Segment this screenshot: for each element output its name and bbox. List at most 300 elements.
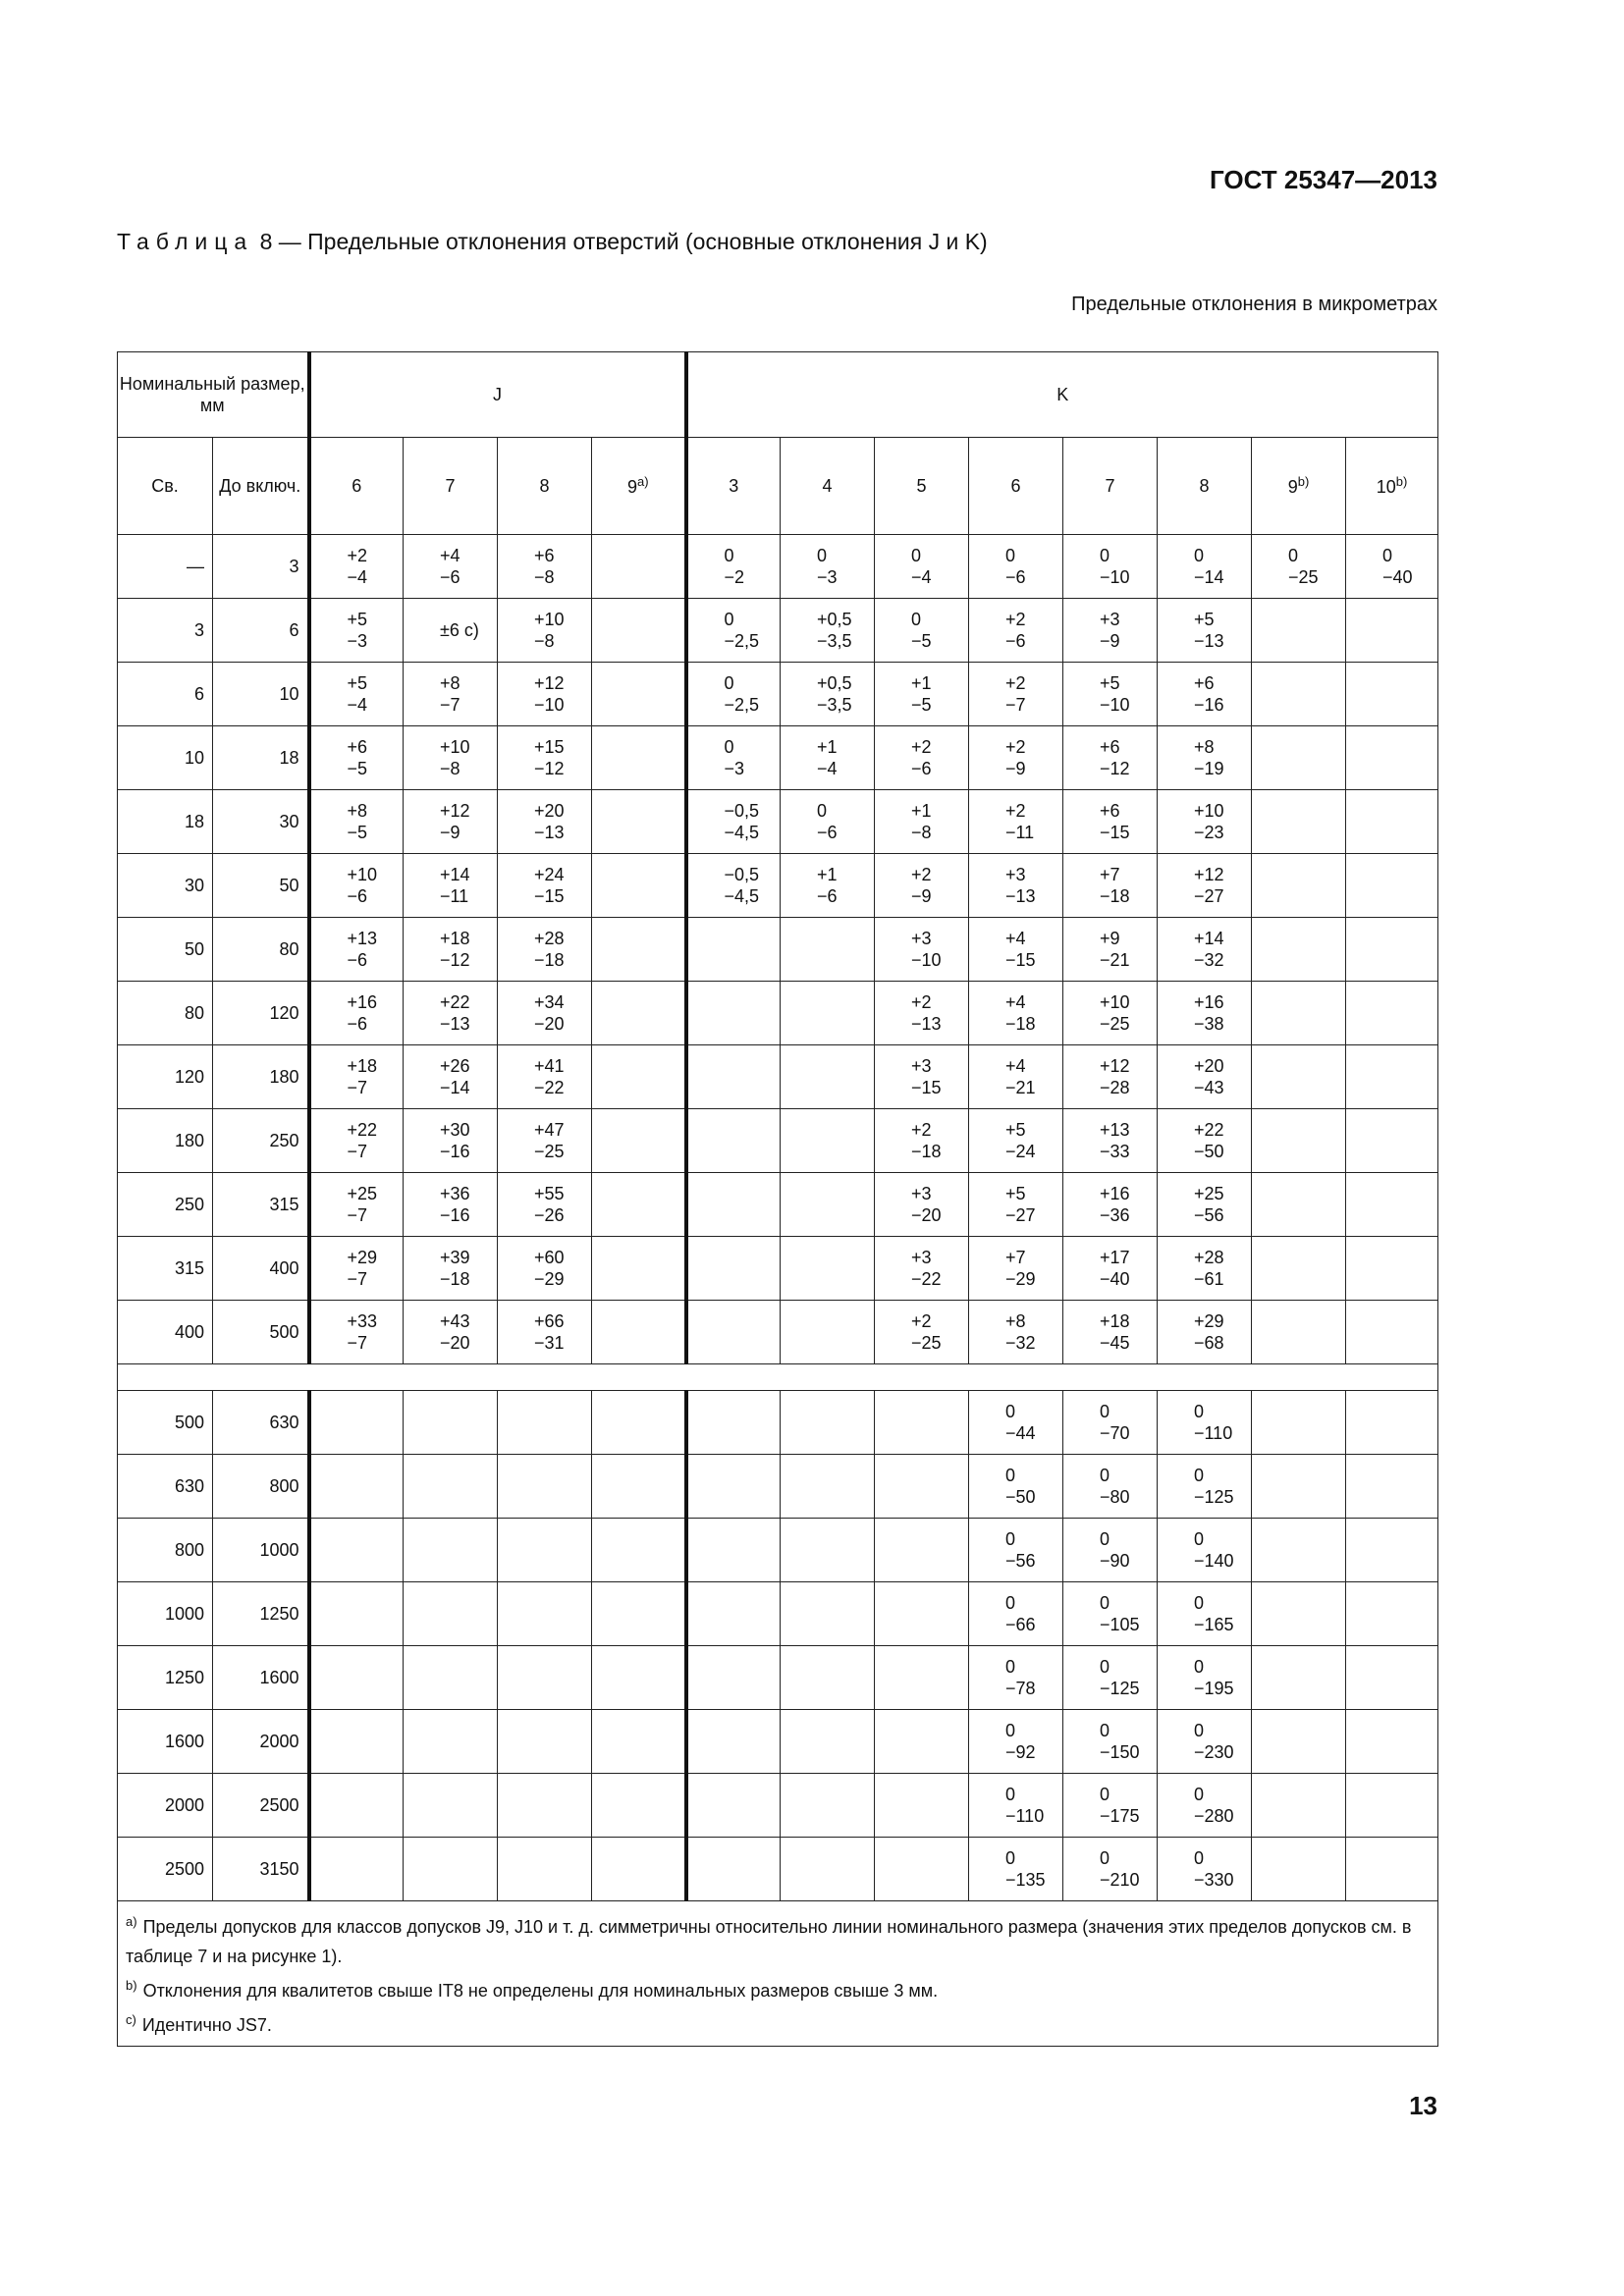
deviation-cell: 0 −165: [1158, 1582, 1252, 1646]
deviation-cell: [781, 1391, 875, 1455]
deviation-cell: +26 −14: [404, 1045, 498, 1109]
deviation-cell: +9 −21: [1063, 918, 1158, 982]
footnote-mark: a): [126, 1914, 137, 1929]
deviation-cell: +12 −9: [404, 790, 498, 854]
deviation-cell: +12 −28: [1063, 1045, 1158, 1109]
deviation-cell: [875, 1838, 969, 1901]
sub-col-header: 6: [969, 438, 1063, 535]
group-j-header: J: [309, 352, 686, 438]
deviation-cell: +8 −7: [404, 663, 498, 726]
deviation-cell: +14 −11: [404, 854, 498, 918]
footnotes-cell: [118, 1901, 1438, 2047]
deviation-cell: [875, 1774, 969, 1838]
deviation-cell: +2 −4: [309, 535, 404, 599]
deviation-cell: 0 −150: [1063, 1710, 1158, 1774]
deviation-cell: [1346, 1391, 1438, 1455]
deviation-cell: +3 −13: [969, 854, 1063, 918]
deviation-cell: +1 −4: [781, 726, 875, 790]
deviation-cell: [686, 982, 781, 1045]
deviation-cell: [498, 1519, 592, 1582]
deviation-cell: [686, 1045, 781, 1109]
deviation-cell: [404, 1710, 498, 1774]
deviation-cell: 0 −135: [969, 1838, 1063, 1901]
deviation-cell: 0 −175: [1063, 1774, 1158, 1838]
footnote-text: Идентично JS7.: [141, 2015, 272, 2035]
deviation-cell: [781, 1519, 875, 1582]
deviation-cell: +6 −8: [498, 535, 592, 599]
deviation-cell: +17 −40: [1063, 1237, 1158, 1301]
deviation-cell: +33 −7: [309, 1301, 404, 1364]
deviation-cell: +6 −12: [1063, 726, 1158, 790]
deviation-cell: [592, 599, 686, 663]
size-over: 1250: [118, 1646, 213, 1710]
deviation-cell: +2 −9: [969, 726, 1063, 790]
table-caption: [117, 229, 988, 255]
group-k-header: K: [686, 352, 1438, 438]
sub-col-header: 4: [781, 438, 875, 535]
deviation-cell: +3 −10: [875, 918, 969, 982]
table-row: [118, 982, 1438, 1045]
table-row: [118, 1774, 1438, 1838]
sub-col-header: 7: [1063, 438, 1158, 535]
deviation-cell: +8 −32: [969, 1301, 1063, 1364]
deviation-cell: [1252, 1838, 1346, 1901]
table-row: [118, 1391, 1438, 1455]
deviation-cell: +16 −38: [1158, 982, 1252, 1045]
table-row: [118, 1455, 1438, 1519]
deviation-cell: +2 −25: [875, 1301, 969, 1364]
deviation-cell: 0 −280: [1158, 1774, 1252, 1838]
deviation-cell: [1346, 1838, 1438, 1901]
deviation-cell: [781, 918, 875, 982]
size-upto: 2500: [213, 1774, 309, 1838]
size-upto: 800: [213, 1455, 309, 1519]
deviation-cell: [592, 1173, 686, 1237]
table-row: [118, 663, 1438, 726]
deviation-cell: [498, 1710, 592, 1774]
size-upto: 50: [213, 854, 309, 918]
size-upto: 500: [213, 1301, 309, 1364]
size-over: 50: [118, 918, 213, 982]
deviation-cell: [592, 854, 686, 918]
deviation-cell: [1346, 599, 1438, 663]
size-upto: 3: [213, 535, 309, 599]
deviation-cell: [1252, 1710, 1346, 1774]
deviation-cell: [686, 1710, 781, 1774]
deviation-cell: [1346, 1237, 1438, 1301]
deviation-cell: +2 −7: [969, 663, 1063, 726]
deviation-cell: [1252, 1774, 1346, 1838]
size-over: —: [118, 535, 213, 599]
deviation-cell: [781, 1710, 875, 1774]
deviation-cell: 0 −2,5: [686, 599, 781, 663]
table-row: [118, 1173, 1438, 1237]
table-row: [118, 1519, 1438, 1582]
deviation-cell: 0 −10: [1063, 535, 1158, 599]
deviation-cell: 0 −105: [1063, 1582, 1158, 1646]
deviation-cell: +60 −29: [498, 1237, 592, 1301]
deviation-cell: +5 −27: [969, 1173, 1063, 1237]
deviation-cell: [592, 1301, 686, 1364]
deviation-cell: [781, 1173, 875, 1237]
size-over: 80: [118, 982, 213, 1045]
size-over: 630: [118, 1455, 213, 1519]
deviation-cell: [1252, 982, 1346, 1045]
deviation-cell: +5 −4: [309, 663, 404, 726]
deviation-cell: [781, 1774, 875, 1838]
sub-col-header: 9$^{a)}$: [592, 438, 686, 535]
deviation-cell: [686, 1173, 781, 1237]
deviation-cell: [309, 1391, 404, 1455]
size-upto: 1250: [213, 1582, 309, 1646]
deviation-cell: 0 −70: [1063, 1391, 1158, 1455]
deviation-cell: [686, 918, 781, 982]
deviation-cell: [781, 1838, 875, 1901]
footnote: [126, 2005, 1430, 2040]
deviation-cell: [309, 1710, 404, 1774]
deviation-cell: [781, 982, 875, 1045]
size-upto: 3150: [213, 1838, 309, 1901]
deviation-cell: +2 −6: [875, 726, 969, 790]
deviation-cell: 0 −125: [1063, 1646, 1158, 1710]
deviation-cell: +1 −8: [875, 790, 969, 854]
deviation-cell: 0 −78: [969, 1646, 1063, 1710]
document-code: ГОСТ 25347—2013: [1210, 165, 1437, 194]
deviation-cell: [404, 1646, 498, 1710]
deviation-cell: [309, 1455, 404, 1519]
deviation-cell: [592, 790, 686, 854]
deviation-cell: [875, 1519, 969, 1582]
deviation-cell: +3 −15: [875, 1045, 969, 1109]
caption-text: 8 — Предельные отклонения отверстий (основные отклонения J и K): [253, 229, 988, 254]
deviation-cell: 0 −25: [1252, 535, 1346, 599]
deviation-cell: 0 −110: [1158, 1391, 1252, 1455]
table-row: [118, 1045, 1438, 1109]
deviation-cell: [1346, 663, 1438, 726]
deviation-cell: 0 −125: [1158, 1455, 1252, 1519]
deviation-cell: [686, 1391, 781, 1455]
deviation-cell: [1346, 1173, 1438, 1237]
table-row: [118, 1237, 1438, 1301]
size-upto: 400: [213, 1237, 309, 1301]
deviation-cell: [498, 1646, 592, 1710]
deviation-cell: 0 −80: [1063, 1455, 1158, 1519]
deviation-cell: [1252, 1391, 1346, 1455]
deviation-cell: +2 −13: [875, 982, 969, 1045]
deviation-cell: [1252, 663, 1346, 726]
deviation-cell: 0 −14: [1158, 535, 1252, 599]
deviations-table: [117, 351, 1438, 2047]
deviation-cell: [592, 1710, 686, 1774]
size-upto: 120: [213, 982, 309, 1045]
deviation-cell: +30 −16: [404, 1109, 498, 1173]
deviation-cell: [1252, 599, 1346, 663]
deviation-cell: [592, 1838, 686, 1901]
deviation-cell: [1252, 1109, 1346, 1173]
deviation-cell: +39 −18: [404, 1237, 498, 1301]
deviation-cell: +12 −27: [1158, 854, 1252, 918]
deviation-cell: [309, 1582, 404, 1646]
deviation-cell: 0 −92: [969, 1710, 1063, 1774]
deviation-cell: +28 −18: [498, 918, 592, 982]
deviation-cell: [404, 1838, 498, 1901]
deviation-cell: [1346, 726, 1438, 790]
table-row: [118, 535, 1438, 599]
nominal-size-header: Номинальный размер, мм: [118, 352, 309, 438]
deviation-cell: +18 −12: [404, 918, 498, 982]
deviation-cell: [1346, 854, 1438, 918]
deviation-cell: [1252, 1045, 1346, 1109]
deviation-cell: [498, 1455, 592, 1519]
deviation-cell: +0,5 −3,5: [781, 663, 875, 726]
deviation-cell: +22 −7: [309, 1109, 404, 1173]
deviation-cell: [1346, 918, 1438, 982]
table-row: [118, 790, 1438, 854]
deviation-cell: [686, 1237, 781, 1301]
size-over: 6: [118, 663, 213, 726]
deviation-cell: +34 −20: [498, 982, 592, 1045]
deviation-cell: +41 −22: [498, 1045, 592, 1109]
deviation-cell: [592, 1237, 686, 1301]
deviation-cell: 0 −5: [875, 599, 969, 663]
deviation-cell: [309, 1519, 404, 1582]
deviation-cell: +10 −23: [1158, 790, 1252, 854]
deviation-cell: [1252, 854, 1346, 918]
deviation-cell: [404, 1519, 498, 1582]
deviation-cell: [1252, 1237, 1346, 1301]
deviation-cell: [592, 663, 686, 726]
caption-prefix: Таблица: [117, 229, 254, 254]
sub-col-header: 8: [1158, 438, 1252, 535]
deviation-cell: [781, 1582, 875, 1646]
deviation-cell: [592, 1455, 686, 1519]
size-over: 120: [118, 1045, 213, 1109]
deviation-cell: [1252, 1646, 1346, 1710]
size-upto: 18: [213, 726, 309, 790]
sub-col-header: 10$^{b)}$: [1346, 438, 1438, 535]
deviation-cell: [498, 1582, 592, 1646]
deviation-cell: +6 −16: [1158, 663, 1252, 726]
deviation-cell: +10 −8: [498, 599, 592, 663]
deviation-cell: [498, 1391, 592, 1455]
deviation-cell: 0 −90: [1063, 1519, 1158, 1582]
deviation-cell: [404, 1582, 498, 1646]
deviation-cell: +12 −10: [498, 663, 592, 726]
deviation-cell: ±6 c): [404, 599, 498, 663]
table-row: [118, 726, 1438, 790]
deviation-cell: [1252, 1301, 1346, 1364]
deviation-cell: −0,5 −4,5: [686, 854, 781, 918]
sub-col-header: 9$^{b)}$: [1252, 438, 1346, 535]
size-upto: 1000: [213, 1519, 309, 1582]
footnote-text: Пределы допусков для классов допусков J9, J10 и т. д. симметричны относительно линии номинального размера (значения этих пределов допусков см. в таблице 7 и на рисунке 1).: [126, 1917, 1412, 1966]
deviation-cell: [781, 1045, 875, 1109]
deviation-cell: +22 −50: [1158, 1109, 1252, 1173]
size-upto: 2000: [213, 1710, 309, 1774]
deviation-cell: [592, 1774, 686, 1838]
deviation-cell: +5 −3: [309, 599, 404, 663]
deviation-cell: +1 −5: [875, 663, 969, 726]
size-over: 2000: [118, 1774, 213, 1838]
size-over: 250: [118, 1173, 213, 1237]
deviation-cell: 0 −50: [969, 1455, 1063, 1519]
table-row: [118, 854, 1438, 918]
deviation-cell: +13 −6: [309, 918, 404, 982]
deviation-cell: [875, 1391, 969, 1455]
deviation-cell: +7 −18: [1063, 854, 1158, 918]
deviation-cell: [1346, 1710, 1438, 1774]
deviation-cell: +29 −68: [1158, 1301, 1252, 1364]
deviation-cell: [686, 1109, 781, 1173]
table-row: [118, 918, 1438, 982]
table-row: [118, 1646, 1438, 1710]
col-upto-header: До включ.: [213, 438, 309, 535]
deviation-cell: +29 −7: [309, 1237, 404, 1301]
deviation-cell: [498, 1774, 592, 1838]
deviation-cell: +16 −6: [309, 982, 404, 1045]
deviation-cell: +4 −18: [969, 982, 1063, 1045]
deviation-cell: [1252, 726, 1346, 790]
deviation-cell: 0 −195: [1158, 1646, 1252, 1710]
footnote: [126, 1907, 1430, 1971]
size-upto: 1600: [213, 1646, 309, 1710]
size-over: 30: [118, 854, 213, 918]
deviation-cell: +28 −61: [1158, 1237, 1252, 1301]
deviation-cell: [1346, 1519, 1438, 1582]
deviation-cell: +2 −11: [969, 790, 1063, 854]
deviation-cell: +1 −6: [781, 854, 875, 918]
size-upto: 630: [213, 1391, 309, 1455]
footnote: [126, 1971, 1430, 2005]
deviation-cell: +8 −5: [309, 790, 404, 854]
deviation-cell: [875, 1582, 969, 1646]
size-upto: 80: [213, 918, 309, 982]
separator-cell: [118, 1364, 1438, 1391]
deviation-cell: +5 −13: [1158, 599, 1252, 663]
deviation-cell: +16 −36: [1063, 1173, 1158, 1237]
deviation-cell: [875, 1455, 969, 1519]
deviation-cell: [1252, 918, 1346, 982]
deviation-cell: [686, 1774, 781, 1838]
deviation-cell: 0 −210: [1063, 1838, 1158, 1901]
size-upto: 315: [213, 1173, 309, 1237]
deviation-cell: +20 −13: [498, 790, 592, 854]
deviation-cell: [592, 1109, 686, 1173]
footnote-mark: b): [126, 1978, 137, 1993]
table-row: [118, 1710, 1438, 1774]
table-row: [118, 1582, 1438, 1646]
table-row: [118, 1301, 1438, 1364]
units-note: Предельные отклонения в микрометрах: [1071, 294, 1437, 315]
deviation-cell: [686, 1838, 781, 1901]
size-upto: 6: [213, 599, 309, 663]
deviation-cell: +18 −45: [1063, 1301, 1158, 1364]
deviation-cell: 0 −3: [686, 726, 781, 790]
deviation-cell: [1346, 1455, 1438, 1519]
sub-col-header: 3: [686, 438, 781, 535]
size-over: 18: [118, 790, 213, 854]
deviation-cell: [781, 1109, 875, 1173]
separator-row: [118, 1364, 1438, 1391]
deviation-cell: [404, 1455, 498, 1519]
deviation-cell: 0 −56: [969, 1519, 1063, 1582]
deviation-cell: [781, 1646, 875, 1710]
deviation-cell: 0 −6: [969, 535, 1063, 599]
deviation-cell: +7 −29: [969, 1237, 1063, 1301]
footnote-text: Отклонения для квалитетов свыше IT8 не определены для номинальных размеров свыше 3 мм.: [142, 1981, 939, 2001]
table-row: [118, 599, 1438, 663]
deviation-cell: [875, 1710, 969, 1774]
page-number: 13: [1409, 2091, 1437, 2120]
deviation-cell: [1346, 1774, 1438, 1838]
size-upto: 250: [213, 1109, 309, 1173]
deviation-cell: 0 −2,5: [686, 663, 781, 726]
deviation-cell: [404, 1391, 498, 1455]
deviation-cell: [309, 1774, 404, 1838]
deviation-cell: +43 −20: [404, 1301, 498, 1364]
size-over: 3: [118, 599, 213, 663]
deviation-cell: +13 −33: [1063, 1109, 1158, 1173]
deviation-cell: +5 −24: [969, 1109, 1063, 1173]
deviation-cell: [1252, 1582, 1346, 1646]
sub-col-header: 5: [875, 438, 969, 535]
deviation-cell: +3 −20: [875, 1173, 969, 1237]
deviation-cell: [781, 1455, 875, 1519]
deviation-cell: [1346, 982, 1438, 1045]
deviation-cell: 0 −6: [781, 790, 875, 854]
deviation-cell: [1346, 790, 1438, 854]
size-upto: 180: [213, 1045, 309, 1109]
size-over: 2500: [118, 1838, 213, 1901]
deviation-cell: [1346, 1109, 1438, 1173]
deviation-cell: +2 −18: [875, 1109, 969, 1173]
deviation-cell: [1252, 1519, 1346, 1582]
size-over: 400: [118, 1301, 213, 1364]
deviation-cell: [592, 1045, 686, 1109]
deviation-cell: +18 −7: [309, 1045, 404, 1109]
deviation-cell: +55 −26: [498, 1173, 592, 1237]
col-over-header: Св.: [118, 438, 213, 535]
deviation-cell: 0 −140: [1158, 1519, 1252, 1582]
deviation-cell: [686, 1519, 781, 1582]
deviation-cell: 0 −4: [875, 535, 969, 599]
deviation-cell: [875, 1646, 969, 1710]
deviation-cell: +14 −32: [1158, 918, 1252, 982]
deviation-cell: +20 −43: [1158, 1045, 1252, 1109]
deviation-cell: [686, 1646, 781, 1710]
size-over: 315: [118, 1237, 213, 1301]
deviation-cell: [592, 1519, 686, 1582]
deviation-cell: +4 −15: [969, 918, 1063, 982]
size-over: 10: [118, 726, 213, 790]
deviation-cell: [592, 918, 686, 982]
deviation-cell: +4 −6: [404, 535, 498, 599]
deviation-cell: +22 −13: [404, 982, 498, 1045]
deviation-cell: +10 −8: [404, 726, 498, 790]
deviation-cell: −0,5 −4,5: [686, 790, 781, 854]
sub-col-header: 7: [404, 438, 498, 535]
deviation-cell: [1346, 1301, 1438, 1364]
deviation-cell: [592, 1646, 686, 1710]
deviation-cell: +10 −25: [1063, 982, 1158, 1045]
deviation-cell: +24 −15: [498, 854, 592, 918]
deviation-cell: +47 −25: [498, 1109, 592, 1173]
deviation-cell: +2 −6: [969, 599, 1063, 663]
deviation-cell: 0 −110: [969, 1774, 1063, 1838]
deviation-cell: 0 −3: [781, 535, 875, 599]
deviation-cell: [1252, 1455, 1346, 1519]
deviation-cell: [1252, 1173, 1346, 1237]
